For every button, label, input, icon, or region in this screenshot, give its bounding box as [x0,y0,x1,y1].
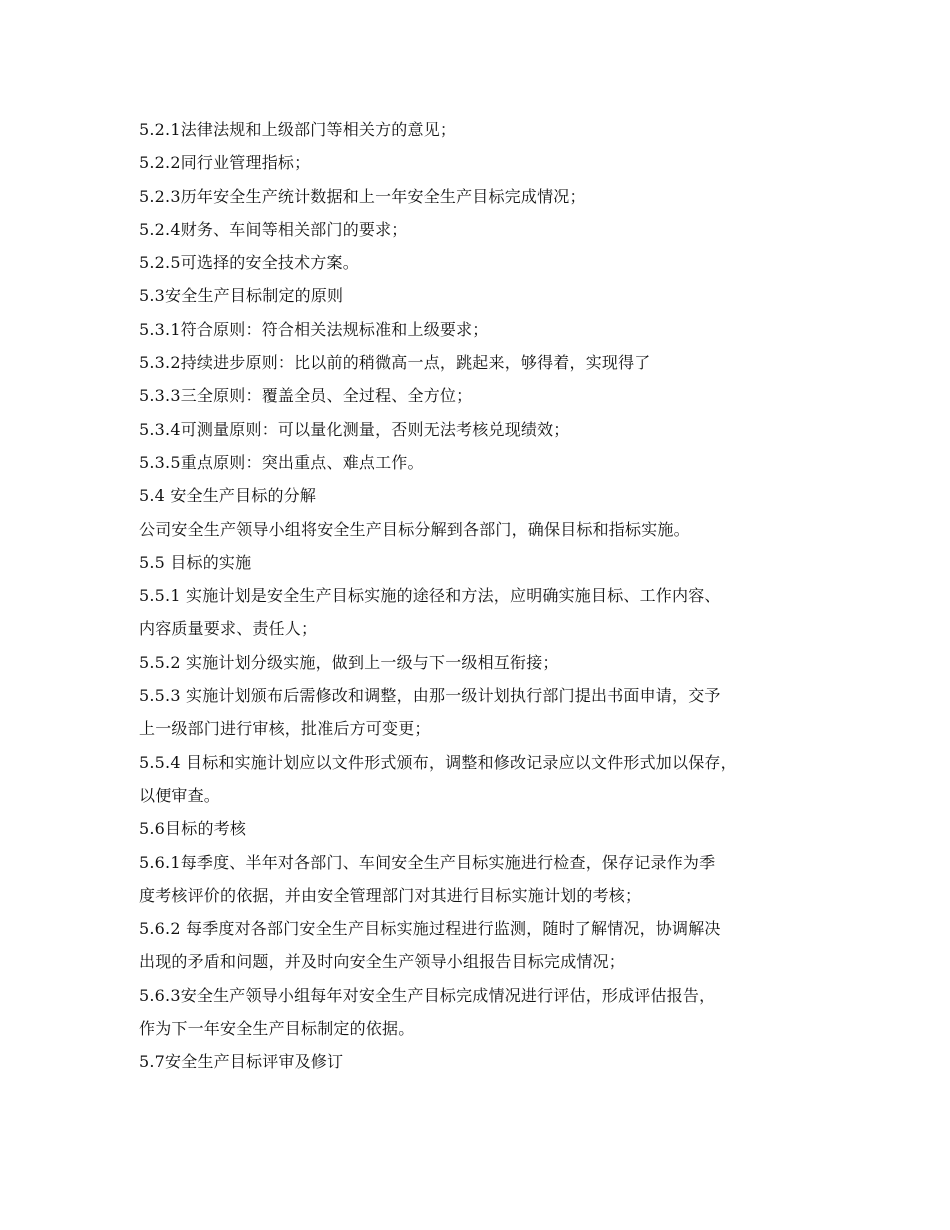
text-line: 5.3.2持续进步原则：比以前的稍微高一点，跳起来，够得着，实现得了 [139,353,651,373]
text-line: 出现的矛盾和问题，并及时向安全生产领导小组报告目标完成情况； [139,952,626,972]
text-line: 5.2.4财务、车间等相关部门的要求； [139,219,408,239]
text-line: 5.6.2 每季度对各部门安全生产目标实施过程进行监测，随时了解情况，协调解决 [139,919,721,939]
text-line: 5.5.3 实施计划颁布后需修改和调整，由那一级计划执行部门提出书面申请，交予 [139,686,721,706]
text-line: 5.6.3安全生产领导小组每年对安全生产目标完成情况进行评估，形成评估报告， [139,985,716,1005]
text-line: 5.5.1 实施计划是安全生产目标实施的途径和方法，应明确实施目标、工作内容、 [139,586,721,606]
text-line: 5.6.1每季度、半年对各部门、车间安全生产目标实施进行检查，保存记录作为季 [139,852,716,872]
text-line: 5.3.4可测量原则：可以量化测量，否则无法考核兑现绩效； [139,419,570,439]
text-line: 5.2.3历年安全生产统计数据和上一年安全生产目标完成情况； [139,186,586,206]
text-line: 5.3.1符合原则：符合相关法规标准和上级要求； [139,319,489,339]
text-line: 5.3.3三全原则：覆盖全员、全过程、全方位； [139,386,473,406]
text-line: 公司安全生产领导小组将安全生产目标分解到各部门，确保目标和指标实施。 [139,519,690,539]
section-heading: 5.5 目标的实施 [139,552,252,572]
text-line: 以便审查。 [139,785,221,805]
text-line: 上一级部门进行审核，批准后方可变更； [139,719,431,739]
text-line: 内容质量要求、责任人； [139,619,318,639]
text-line: 度考核评价的依据，并由安全管理部门对其进行目标实施计划的考核； [139,885,642,905]
document-body [139,113,819,1079]
text-line: 5.5.2 实施计划分级实施，做到上一级与下一级相互衔接； [139,652,559,672]
text-line: 5.2.5可选择的安全技术方案。 [139,253,359,273]
section-heading: 5.3安全生产目标制定的原则 [139,286,344,306]
text-line: 作为下一年安全生产目标制定的依据。 [139,1019,415,1039]
text-line: 5.3.5重点原则：突出重点、难点工作。 [139,452,424,472]
section-heading: 5.7安全生产目标评审及修订 [139,1052,344,1072]
section-heading: 5.6目标的考核 [139,819,247,839]
text-line: 5.2.1法律法规和上级部门等相关方的意见； [139,120,457,139]
text-line: 5.5.4 目标和实施计划应以文件形式颁布，调整和修改记录应以文件形式加以保存， [139,752,737,772]
text-line: 5.2.2同行业管理指标； [139,153,311,173]
section-heading: 5.4 安全生产目标的分解 [139,486,317,506]
